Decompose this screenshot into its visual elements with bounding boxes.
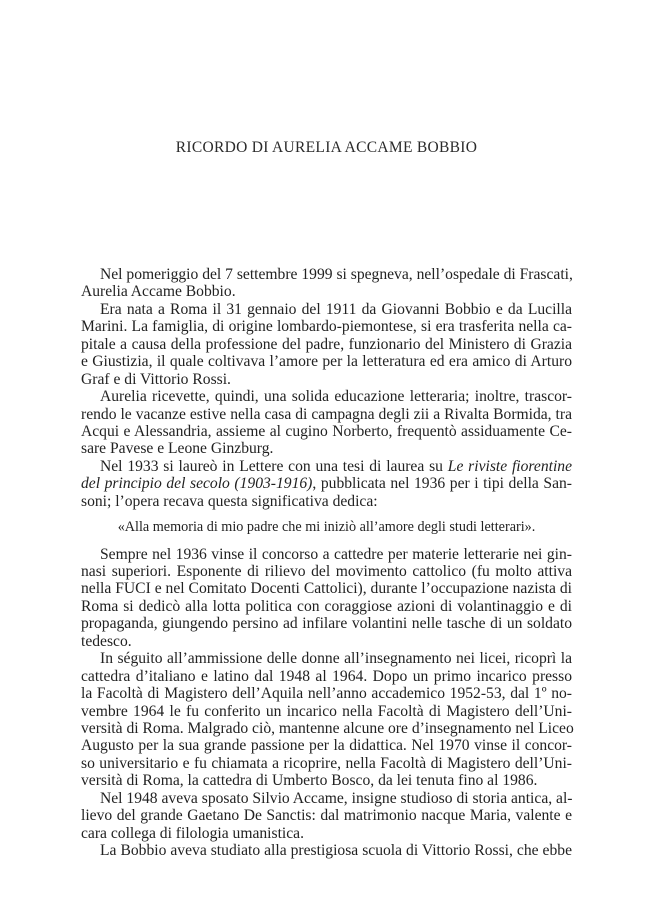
italic-book-title: Le riviste fiorentine xyxy=(447,457,572,475)
text-line: propaganda, giungendo persino ad infilare volantini nelle tasche di un soldato xyxy=(81,615,572,633)
text-line: versità di Roma. Malgrado ciò, mantenne alcune ore d’insegnamento nel Liceo xyxy=(81,719,574,737)
text-line: so universitario e fu chiamata a ricoprire, nella Facoltà di Magistero dell’Uni- xyxy=(81,754,572,772)
text-segment: , xyxy=(312,475,317,493)
document-body xyxy=(81,266,572,859)
text-line: cattedra d’italiano e latino dal 1948 al 1964. Dopo un primo incarico presso xyxy=(81,667,572,685)
paragraph xyxy=(81,842,572,859)
text-line: sare Pavese e Leone Ginzburg. xyxy=(81,440,274,458)
text-line: la Facoltà di Magistero dell’Aquila nell’anno accademico 1952-53, dal 1º no- xyxy=(81,685,572,703)
text-line: In séguito all’ammissione delle donne all’insegnamento nei licei, ricoprì la xyxy=(100,650,572,668)
text-line: pitale a causa della professione del padre, funzionario del Ministero di Grazia xyxy=(81,335,572,353)
text-segment: Nel 1933 si laureò in Lettere con una tesi di laurea su xyxy=(100,457,443,475)
text-line: rendo le vacanze estive nella casa di campagna degli zii a Rivalta Bormida, tra xyxy=(81,405,572,423)
italic-book-title: del principio del secolo (1903-1916) xyxy=(81,475,313,493)
paragraph xyxy=(81,458,572,510)
text-line: tedesco. xyxy=(81,632,132,650)
text-line: e Giustizia, il quale coltivava l’amore per la letteratura ed era amico di Arturo xyxy=(81,353,572,371)
block-quote xyxy=(81,519,572,536)
text-line: Nel 1948 aveva sposato Silvio Accame, insigne studioso di storia antica, al- xyxy=(100,789,573,807)
text-line: Marini. La famiglia, di origine lombardo-piemontese, si era trasferita nella ca- xyxy=(81,318,572,336)
page-title: RICORDO DI AURELIA ACCAME BOBBIO xyxy=(175,139,478,156)
paragraph xyxy=(81,790,572,842)
text-line: Sempre nel 1936 vinse il concorso a cattedre per materie letterarie nei gin- xyxy=(100,545,572,563)
paragraph xyxy=(81,301,572,388)
paragraph xyxy=(81,266,572,301)
text-line: Era nata a Roma il 31 gennaio del 1911 da Giovanni Bobbio e da Lucilla xyxy=(100,300,572,318)
dedication-quote: «Alla memoria di mio padre che mi iniziò all’amore degli studi letterari». xyxy=(117,519,536,536)
text-line: Acqui e Alessandria, assieme al cugino Norberto, frequentò assiduamente Ce- xyxy=(81,422,572,440)
text-line: nella FUCI e nel Comitato Docenti Cattolici), durante l’occupazione nazista di xyxy=(81,580,572,598)
text-line: Aurelia Accame Bobbio. xyxy=(81,283,236,301)
text-line: versità di Roma, la cattedra di Umberto Bosco, da lei tenuta fino al 1986. xyxy=(81,772,538,790)
text-line: vembre 1964 le fu conferito un incarico nella Facoltà di Magistero dell’Uni- xyxy=(81,702,572,720)
paragraph xyxy=(81,650,572,790)
text-line: Aurelia ricevette, quindi, una solida educazione letteraria; inoltre, trascor- xyxy=(100,388,572,406)
paragraph xyxy=(81,546,572,651)
text-line: Graf e di Vittorio Rossi. xyxy=(81,370,231,388)
text-line: soni; l’opera recava questa significativa dedica: xyxy=(81,492,378,510)
text-line: lievo del grande Gaetano De Sanctis: dal matrimonio nacque Maria, valente e xyxy=(81,807,572,825)
paragraph xyxy=(81,388,572,458)
text-line xyxy=(81,458,572,475)
text-line: La Bobbio aveva studiato alla prestigiosa scuola di Vittorio Rossi, che ebbe xyxy=(100,842,572,859)
text-line: Nel pomeriggio del 7 settembre 1999 si spegneva, nell’ospedale di Frascati, xyxy=(100,266,573,283)
text-segment: pubblicata nel 1936 per i tipi della San- xyxy=(320,475,572,493)
text-line: Roma si dedicò alla lotta politica con coraggiose azioni di volantinaggio e di xyxy=(81,597,572,615)
text-line xyxy=(81,475,572,492)
text-line: nasi superiori. Esponente di rilievo del movimento cattolico (fu molto attiva xyxy=(81,563,572,580)
text-line: Augusto per la sua grande passione per la didattica. Nel 1970 vinse il concor- xyxy=(81,737,572,755)
text-line: cara collega di filologia umanistica. xyxy=(81,824,304,842)
